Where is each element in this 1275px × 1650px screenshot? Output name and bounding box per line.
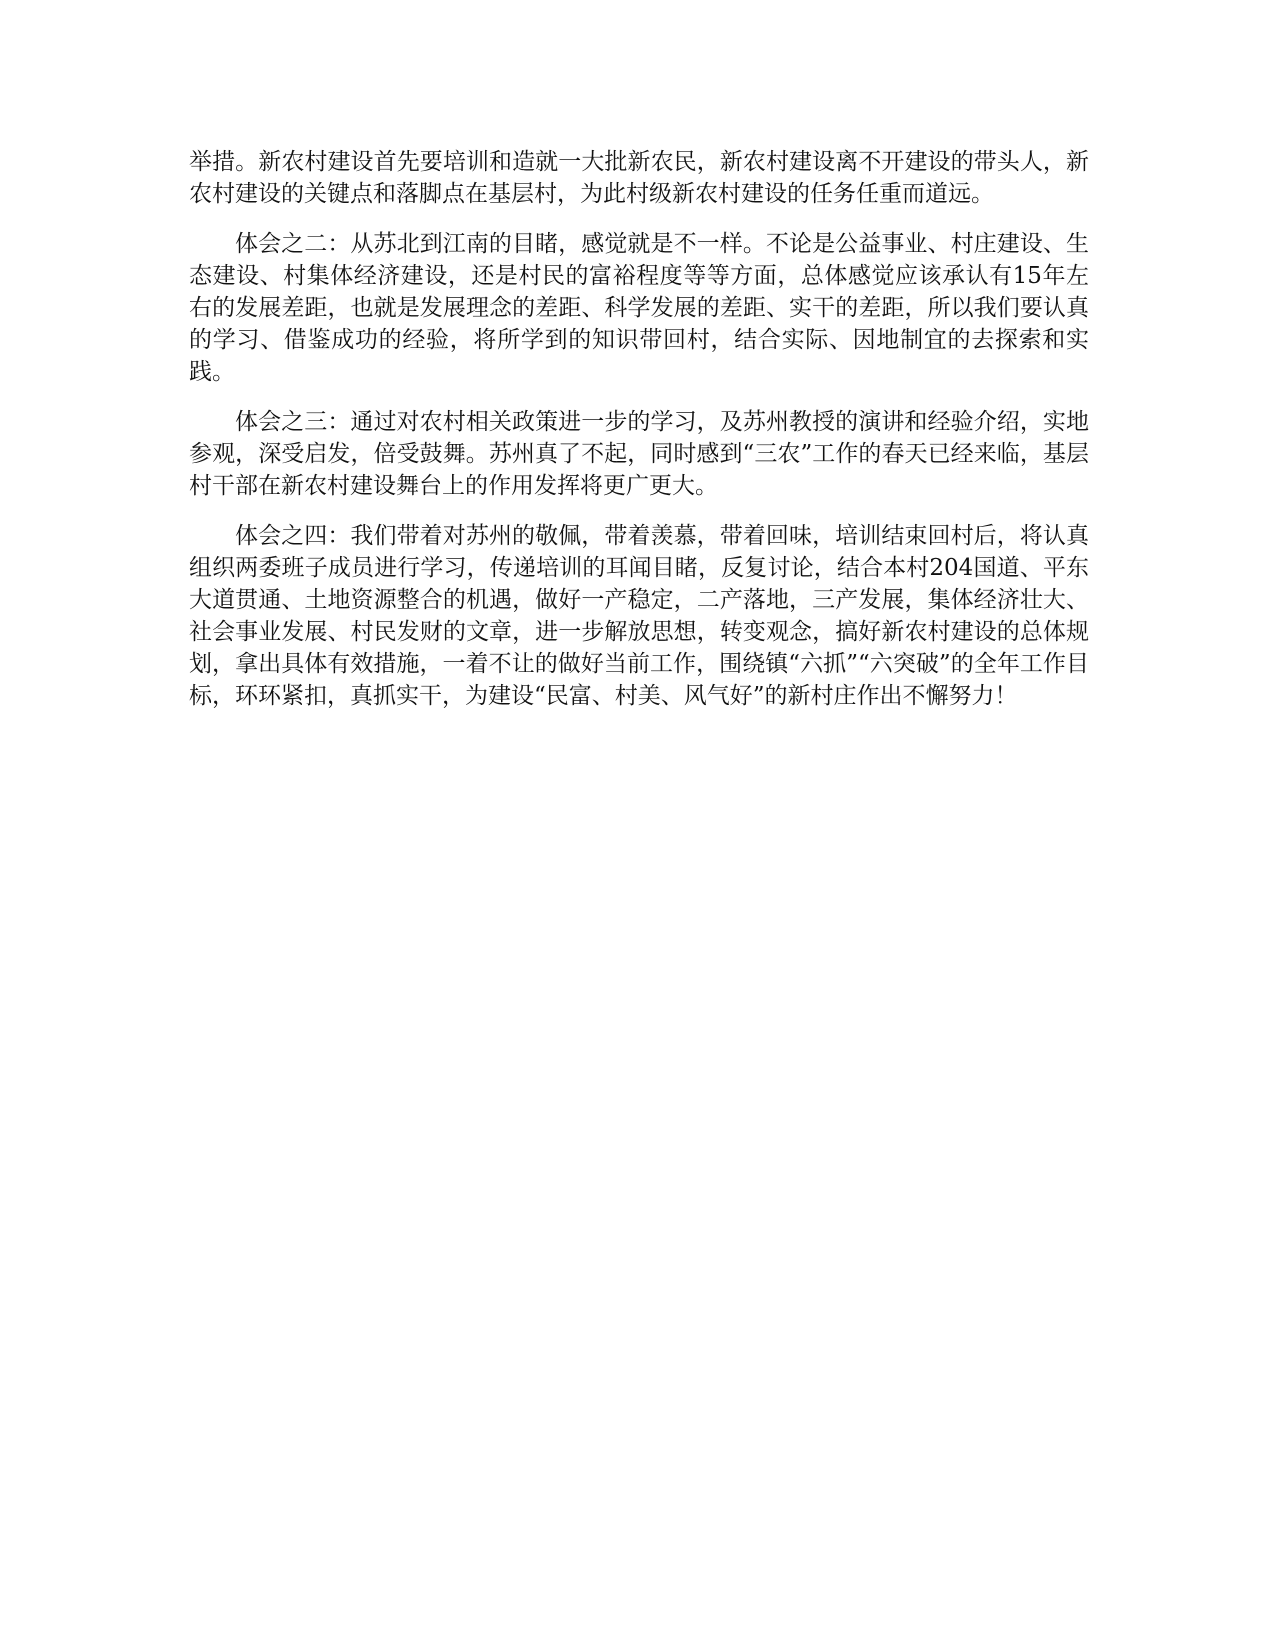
document-body — [189, 146, 1089, 730]
paragraph-continuation: 举措。新农村建设首先要培训和造就一大批新农民，新农村建设离不开建设的带头人，新农村建设的关键点和落脚点在基层村，为此村级新农村建设的任务任重而道远。 — [189, 149, 1089, 207]
paragraph-insight-four: 体会之四：我们带着对苏州的敬佩，带着羡慕，带着回味，培训结束回村后，将认真组织两委班子成员进行学习，传递培训的耳闻目睹，反复讨论，结合本村204国道、平东大道贯通、土地资源整合的机遇，做好一产稳定，二产落地，三产发展，集体经济壮大、社会事业发展、村民发财的文章，进一步解放思想，转变观念，搞好新农村建设的总体规划，拿出具体有效措施，一着不让的做好当前工作，围绕镇“六抓”“六突破”的全年工作目标，环环紧扣，真抓实干，为建设“民富、村美、风气好”的新村庄作出不懈努力！ — [189, 523, 1089, 709]
paragraph-insight-two: 体会之二：从苏北到江南的目睹，感觉就是不一样。不论是公益事业、村庄建设、生态建设、村集体经济建设，还是村民的富裕程度等等方面，总体感觉应该承认有15年左右的发展差距，也就是发展理念的差距、科学发展的差距、实干的差距，所以我们要认真的学习、借鉴成功的经验，将所学到的知识带回村，结合实际、因地制宜的去探索和实践。 — [189, 231, 1089, 385]
paragraph-insight-three: 体会之三：通过对农村相关政策进一步的学习，及苏州教授的演讲和经验介绍，实地参观，深受启发，倍受鼓舞。苏州真了不起，同时感到“三农”工作的春天已经来临，基层村干部在新农村建设舞台上的作用发挥将更广更大。 — [189, 409, 1089, 499]
